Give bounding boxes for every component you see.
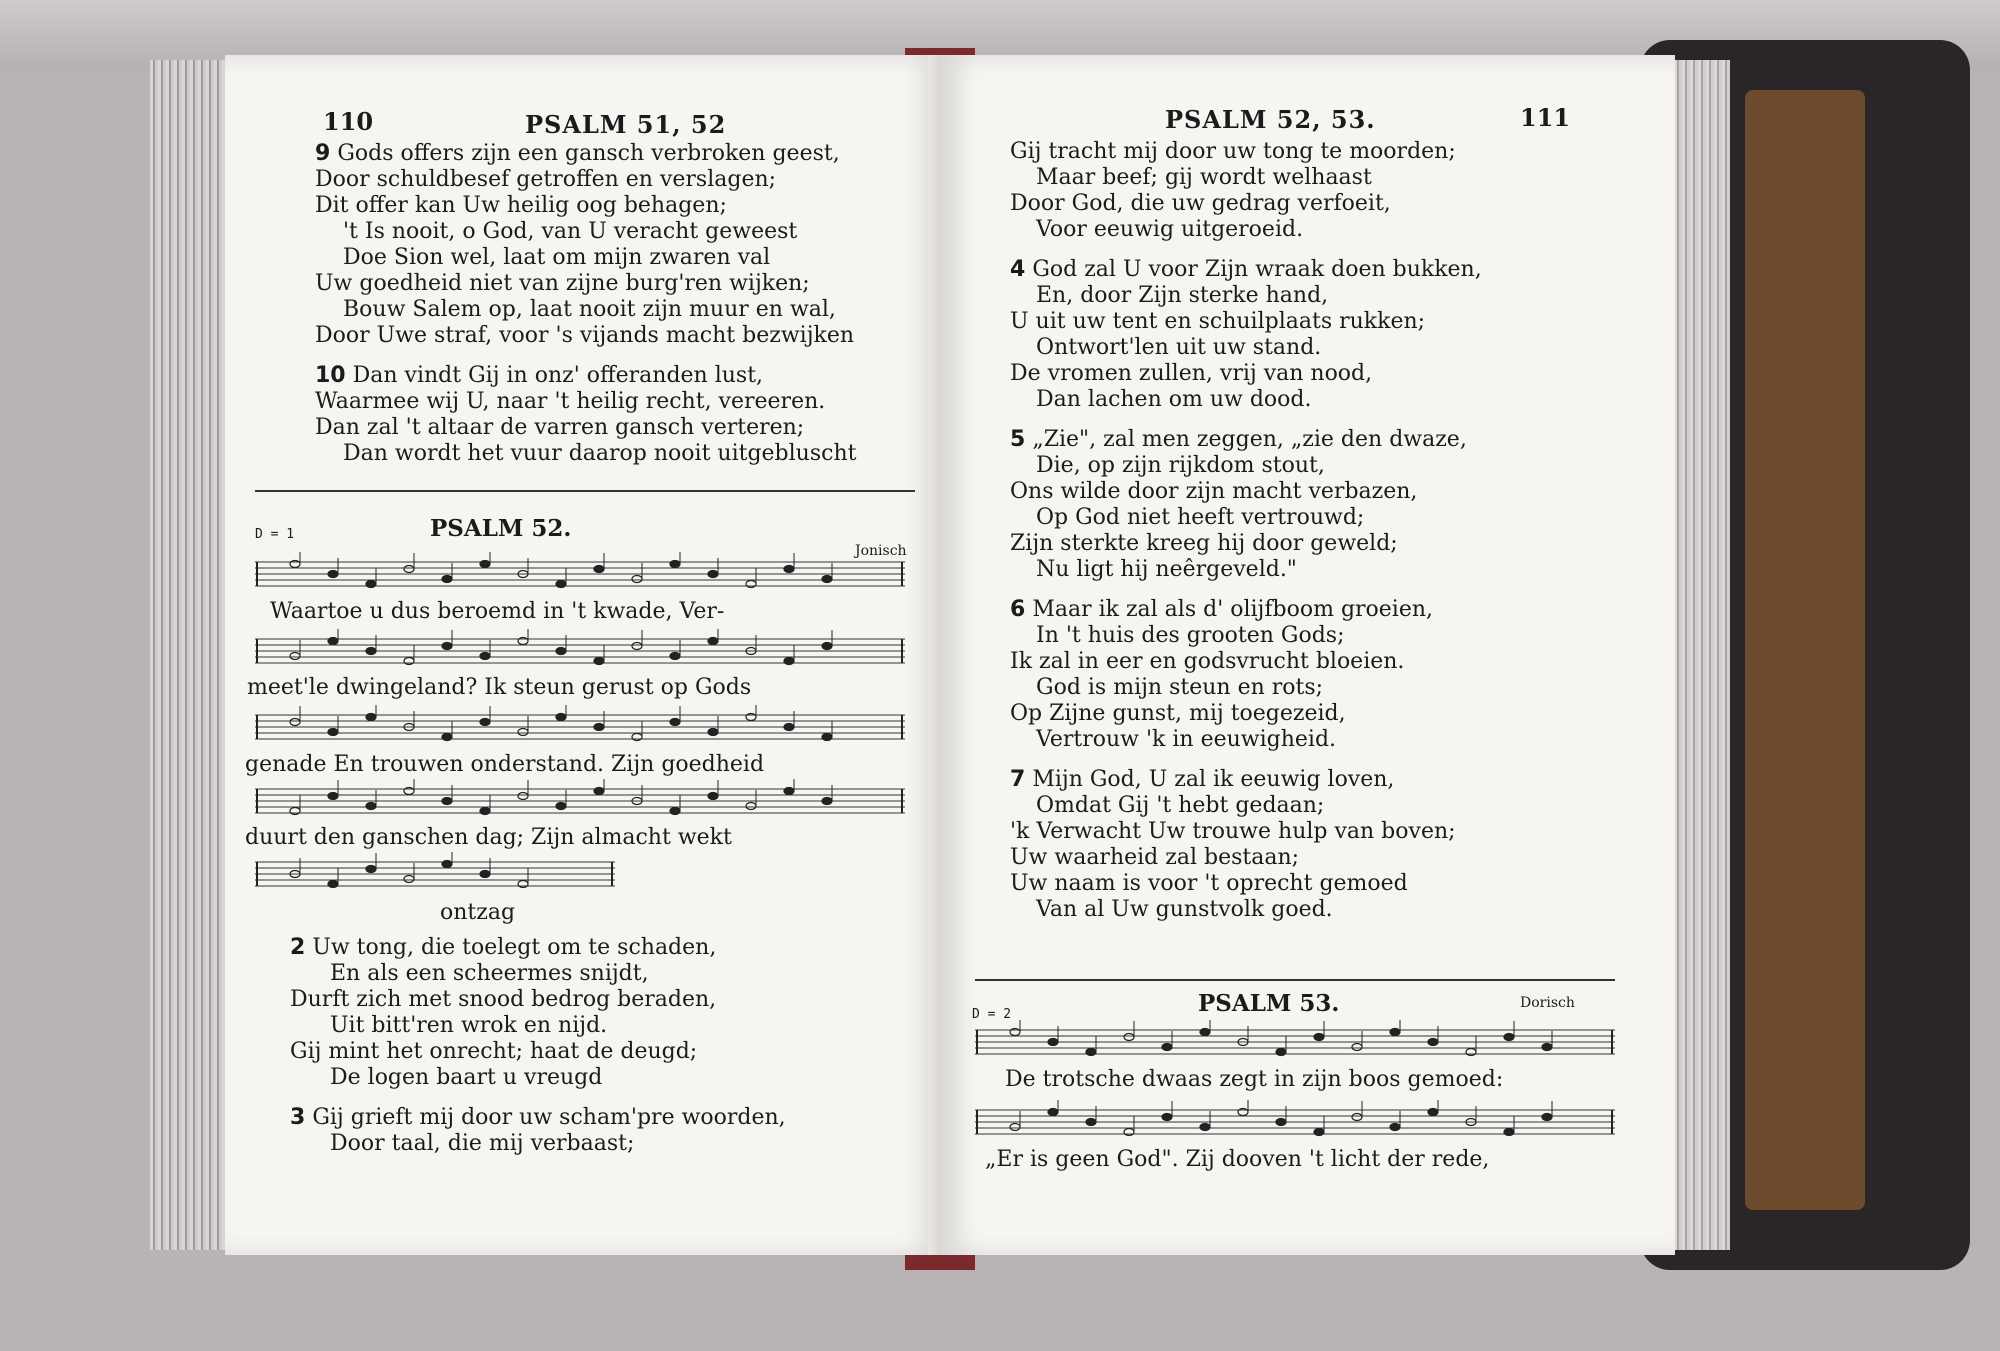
verse-line <box>290 1013 786 1039</box>
verse-text: Uw goedheid niet van zijne burg'ren wijken; <box>315 271 810 296</box>
verse-line <box>1010 139 1482 165</box>
verse-line <box>1010 309 1482 335</box>
verse-line <box>315 363 856 389</box>
verse-text: Zijn sterkte kreeg hij door geweld; <box>1010 531 1398 556</box>
lyric-line: De trotsche dwaas zegt in zijn boos gemoed: <box>1005 1067 1504 1092</box>
note-head <box>404 876 414 883</box>
verse-text: Uw naam is voor 't oprecht gemoed <box>1010 871 1408 896</box>
music-staff-1 <box>975 1020 1615 1070</box>
note-head <box>518 729 528 736</box>
verse <box>1010 257 1482 413</box>
verse-text: Doe Sion wel, laat om mijn zwaren val <box>343 245 771 270</box>
note-head <box>822 798 832 805</box>
verse-line <box>290 1065 786 1091</box>
note-head <box>784 788 794 795</box>
verse-text: Op God niet heeft vertrouwd; <box>1036 505 1365 530</box>
mode-label: Dorisch <box>1520 995 1575 1011</box>
note-head <box>708 793 718 800</box>
verse-line <box>1010 335 1482 361</box>
note-head <box>480 653 490 660</box>
lyric-line: duurt den ganschen dag; Zijn almacht wekt <box>245 825 732 850</box>
verse-line <box>290 1131 786 1157</box>
verse-line <box>1010 623 1482 649</box>
music-staff-3 <box>255 705 905 755</box>
book-cover-inner <box>1745 90 1865 1210</box>
verse-text: Nu ligt hij neêrgeveld." <box>1036 557 1297 582</box>
note-head <box>594 788 604 795</box>
note-head <box>366 714 376 721</box>
note-head <box>480 808 490 815</box>
verse-line <box>1010 257 1482 283</box>
note-head <box>442 734 452 741</box>
verse <box>290 1105 786 1157</box>
verse-number: 6 <box>1010 597 1026 622</box>
right-page <box>940 55 1675 1255</box>
verse-line <box>1010 793 1482 819</box>
verse-text: Uw waarheid zal bestaan; <box>1010 845 1300 870</box>
verse-line <box>1010 597 1482 623</box>
note-head <box>822 734 832 741</box>
verse-text: Ik zal in eer en godsvrucht bloeien. <box>1010 649 1405 674</box>
note-head <box>1390 1124 1400 1131</box>
verse-text: Uw tong, die toelegt om te schaden, <box>312 935 717 960</box>
section-rule <box>975 979 1615 981</box>
note-head <box>366 866 376 873</box>
psalm-title: PSALM 52. <box>430 515 572 542</box>
tempo-mark: D = 2 <box>972 1007 1012 1022</box>
verse-line <box>1010 675 1482 701</box>
note-head <box>784 724 794 731</box>
verses-bottom <box>290 935 786 1157</box>
verse-text: Waarmee wij U, naar 't heilig recht, vereeren. <box>315 389 826 414</box>
verse-line <box>1010 165 1482 191</box>
verse <box>1010 427 1482 583</box>
verse-line <box>315 193 856 219</box>
tempo-mark: D = 1 <box>255 527 295 542</box>
note-head <box>1010 1124 1020 1131</box>
note-head <box>708 571 718 578</box>
verse-line <box>1010 701 1482 727</box>
verse <box>1010 597 1482 753</box>
note-head <box>480 871 490 878</box>
verse-text: 'k Verwacht Uw trouwe hulp van boven; <box>1010 819 1456 844</box>
note-head <box>1314 1034 1324 1041</box>
verse-text: Door God, die uw gedrag verfoeit, <box>1010 191 1391 216</box>
verse-line <box>1010 557 1482 583</box>
note-head <box>556 803 566 810</box>
note-head <box>670 808 680 815</box>
note-head <box>594 724 604 731</box>
verse-line <box>1010 897 1482 923</box>
note-head <box>1428 1039 1438 1046</box>
verse-line <box>315 245 856 271</box>
verse-text: En, door Zijn sterke hand, <box>1036 283 1329 308</box>
note-head <box>1048 1109 1058 1116</box>
verse-line <box>1010 283 1482 309</box>
note-head <box>1390 1029 1400 1036</box>
note-head <box>328 881 338 888</box>
lyric-line: „Er is geen God". Zij dooven 't licht der rede, <box>985 1147 1490 1172</box>
verse-text: Gods offers zijn een gansch verbroken geest, <box>337 141 840 166</box>
note-head <box>1162 1044 1172 1051</box>
verse-line <box>290 987 786 1013</box>
note-head <box>1428 1109 1438 1116</box>
note-head <box>1048 1039 1058 1046</box>
verses-top <box>315 141 856 467</box>
verse-text: „Zie", zal men zeggen, „zie den dwaze, <box>1032 427 1467 452</box>
verse-line <box>315 141 856 167</box>
note-head <box>822 576 832 583</box>
verse-text: Voor eeuwig uitgeroeid. <box>1036 217 1304 242</box>
verse-line <box>1010 845 1482 871</box>
lyric-line: genade En trouwen onderstand. Zijn goedheid <box>245 752 765 777</box>
note-head <box>1352 1044 1362 1051</box>
note-head <box>1124 1034 1134 1041</box>
music-staff-5 <box>255 852 615 902</box>
verse-line <box>290 1039 786 1065</box>
running-head: PSALM 51, 52 <box>525 110 727 139</box>
verse-text: De logen baart u vreugd <box>330 1065 603 1090</box>
verse-line <box>315 297 856 323</box>
running-head: PSALM 52, 53. <box>1165 105 1376 134</box>
verse-line <box>290 1105 786 1131</box>
verse-line <box>1010 427 1482 453</box>
note-head <box>1542 1044 1552 1051</box>
verse-number: 7 <box>1010 767 1026 792</box>
note-head <box>442 861 452 868</box>
note-head <box>328 729 338 736</box>
note-head <box>708 638 718 645</box>
verse-line <box>1010 767 1482 793</box>
note-head <box>442 798 452 805</box>
verse-line <box>315 323 856 349</box>
verse-text: Ontwort'len uit uw stand. <box>1036 335 1322 360</box>
verse-text: Die, op zijn rijkdom stout, <box>1036 453 1325 478</box>
note-head <box>290 719 300 726</box>
note-head <box>594 566 604 573</box>
verse-text: De vromen zullen, vrij van nood, <box>1010 361 1373 386</box>
verse-line <box>315 441 856 467</box>
verse-text: Durft zich met snood bedrog beraden, <box>290 987 717 1012</box>
verse-text: Dan lachen om uw dood. <box>1036 387 1312 412</box>
left-page <box>225 55 943 1255</box>
verse-text: Dan zal 't altaar de varren gansch verteren; <box>315 415 805 440</box>
verse-text: God zal U voor Zijn wraak doen bukken, <box>1032 257 1482 282</box>
note-head <box>1086 1049 1096 1056</box>
verse-number: 9 <box>315 141 331 166</box>
note-head <box>594 658 604 665</box>
verse-text: Uit bitt'ren wrok en nijd. <box>330 1013 608 1038</box>
verse-text: En als een scheermes snijdt, <box>330 961 649 986</box>
note-head <box>556 581 566 588</box>
verse-line <box>1010 453 1482 479</box>
note-head <box>1162 1114 1172 1121</box>
note-head <box>442 576 452 583</box>
note-head <box>328 638 338 645</box>
note-head <box>670 719 680 726</box>
verse-line <box>1010 531 1482 557</box>
verse-line <box>1010 387 1482 413</box>
verse-text: U uit uw tent en schuilplaats rukken; <box>1010 309 1426 334</box>
verse-number: 2 <box>290 935 306 960</box>
note-head <box>708 729 718 736</box>
note-head <box>1504 1034 1514 1041</box>
verse-line <box>315 167 856 193</box>
verse-text: Vertrouw 'k in eeuwigheid. <box>1036 727 1337 752</box>
verse-line <box>315 415 856 441</box>
note-head <box>1542 1114 1552 1121</box>
lyric-line: Waartoe u dus beroemd in 't kwade, Ver- <box>270 599 725 624</box>
verses <box>1010 139 1482 923</box>
note-head <box>670 561 680 568</box>
verse <box>290 935 786 1091</box>
page-edges-left <box>150 60 230 1250</box>
note-head <box>822 643 832 650</box>
verse-line <box>1010 505 1482 531</box>
note-head <box>556 714 566 721</box>
verse-text: Dit offer kan Uw heilig oog behagen; <box>315 193 727 218</box>
verse-line <box>1010 871 1482 897</box>
music-staff-2 <box>255 629 905 679</box>
verse-text: Op Zijne gunst, mij toegezeid, <box>1010 701 1346 726</box>
note-head <box>784 566 794 573</box>
note-head <box>1086 1119 1096 1126</box>
note-head <box>328 571 338 578</box>
verse-text: God is mijn steun en rots; <box>1036 675 1324 700</box>
page-number: 111 <box>1520 103 1571 132</box>
note-head <box>480 561 490 568</box>
note-head <box>328 793 338 800</box>
section-rule <box>255 490 915 492</box>
lyric-line: meet'le dwingeland? Ik steun gerust op Gods <box>247 675 752 700</box>
note-head <box>1352 1114 1362 1121</box>
note-head <box>1200 1029 1210 1036</box>
verse-line <box>1010 191 1482 217</box>
verse-text: 't Is nooit, o God, van U veracht geweest <box>343 219 798 244</box>
verse-text: Bouw Salem op, laat nooit zijn muur en wal, <box>343 297 836 322</box>
note-head <box>746 803 756 810</box>
verse-text: Door Uwe straf, voor 's vijands macht bezwijken <box>315 323 855 348</box>
note-head <box>1276 1119 1286 1126</box>
verse-text: Omdat Gij 't hebt gedaan; <box>1036 793 1325 818</box>
note-head <box>556 648 566 655</box>
note-head <box>480 719 490 726</box>
verse-line <box>315 389 856 415</box>
music-staff-1 <box>255 552 905 602</box>
music-staff-2 <box>975 1100 1615 1150</box>
verse-text: Dan wordt het vuur daarop nooit uitgebluscht <box>343 441 857 466</box>
page-number: 110 <box>323 107 374 136</box>
note-head <box>290 653 300 660</box>
verse-text: Maar ik zal als d' olijfboom groeien, <box>1032 597 1434 622</box>
verse <box>1010 767 1482 923</box>
verse-line <box>315 219 856 245</box>
note-head <box>366 581 376 588</box>
verse-number: 3 <box>290 1105 306 1130</box>
verse-text: Door schuldbesef getroffen en verslagen; <box>315 167 777 192</box>
verse-line <box>1010 727 1482 753</box>
psalm-title: PSALM 53. <box>1198 990 1340 1017</box>
note-head <box>784 658 794 665</box>
note-head <box>632 643 642 650</box>
verse-text: Maar beef; gij wordt welhaast <box>1036 165 1372 190</box>
note-head <box>1276 1049 1286 1056</box>
verse <box>315 141 856 349</box>
verse-number: 5 <box>1010 427 1026 452</box>
verse-line <box>1010 361 1482 387</box>
verse-line <box>315 271 856 297</box>
verse-text: Gij tracht mij door uw tong te moorden; <box>1010 139 1456 164</box>
music-staff-4 <box>255 779 905 829</box>
verse-text: Gij mint het onrecht; haat de deugd; <box>290 1039 698 1064</box>
verse-text: Dan vindt Gij in onz' offeranden lust, <box>352 363 764 388</box>
note-head <box>1314 1129 1324 1136</box>
verse-text: Ons wilde door zijn macht verbazen, <box>1010 479 1418 504</box>
verse <box>315 363 856 467</box>
verse-line <box>1010 217 1482 243</box>
note-head <box>366 648 376 655</box>
verse-line <box>290 961 786 987</box>
verse-text: Mijn God, U zal ik eeuwig loven, <box>1032 767 1395 792</box>
verse-text: Door taal, die mij verbaast; <box>330 1131 635 1156</box>
note-head <box>442 643 452 650</box>
note-head <box>366 803 376 810</box>
note-head <box>1200 1124 1210 1131</box>
verse-number: 10 <box>315 363 346 388</box>
verse-number: 4 <box>1010 257 1026 282</box>
verse <box>1010 139 1482 243</box>
verse-line <box>290 935 786 961</box>
note-head <box>1504 1129 1514 1136</box>
verse-line <box>1010 819 1482 845</box>
note-head <box>518 793 528 800</box>
verse-line <box>1010 649 1482 675</box>
verse-text: Gij grieft mij door uw scham'pre woorden, <box>312 1105 786 1130</box>
note-head <box>670 653 680 660</box>
verse-line <box>1010 479 1482 505</box>
mode-label: Jonisch <box>855 543 907 559</box>
lyric-line: ontzag <box>440 900 516 925</box>
verse-text: In 't huis des grooten Gods; <box>1036 623 1345 648</box>
verse-text: Van al Uw gunstvolk goed. <box>1036 897 1333 922</box>
note-head <box>404 566 414 573</box>
note-head <box>632 576 642 583</box>
